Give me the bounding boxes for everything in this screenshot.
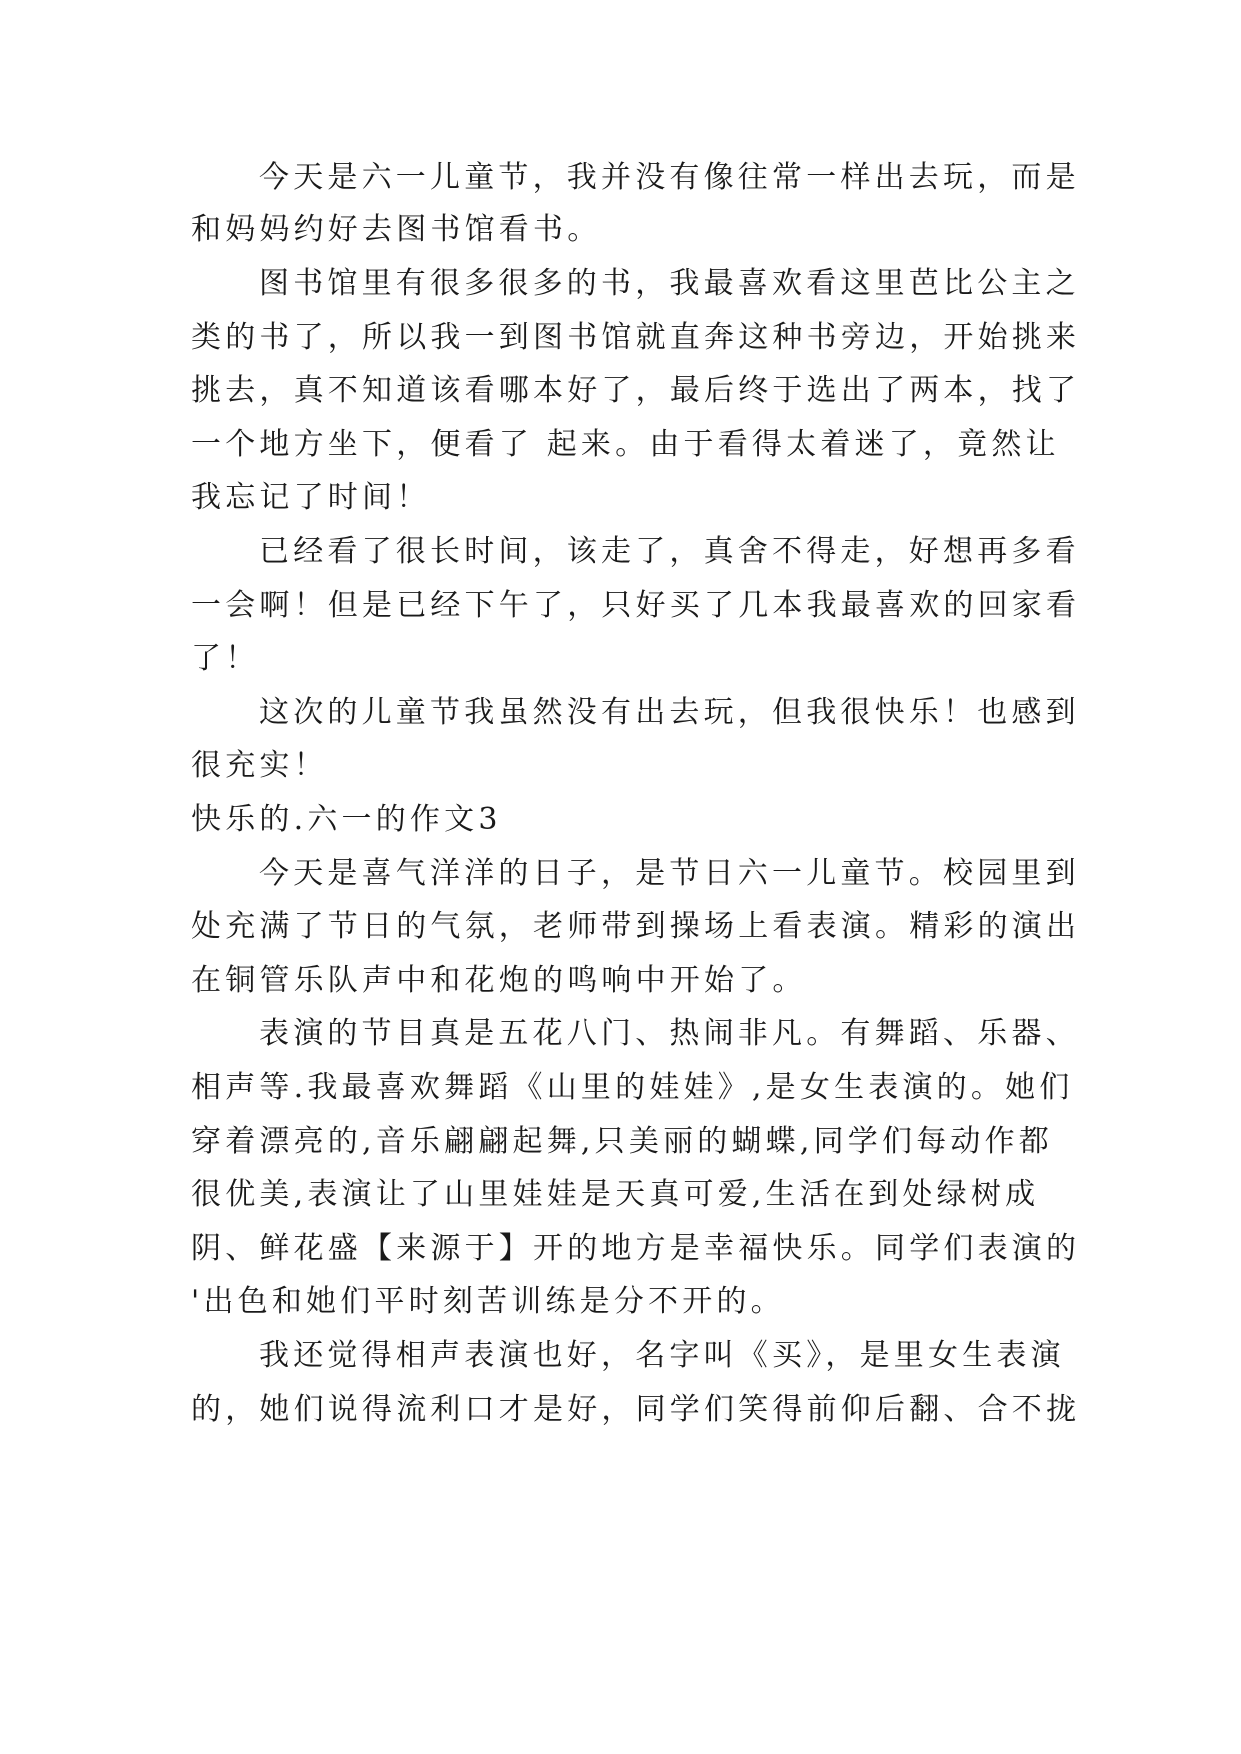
paragraph-line: 和妈妈约好去图书馆看书。	[191, 212, 602, 247]
paragraph-line: 已经看了很长时间，该走了，真舍不得走，好想再多看	[259, 534, 1080, 569]
paragraph-line: 在铜管乐队声中和花炮的鸣响中开始了。	[191, 963, 807, 998]
paragraph-line: 一会啊！但是已经下午了，只好买了几本我最喜欢的回家看	[191, 588, 1081, 623]
paragraph-line: 表演的节目真是五花八门、热闹非凡。有舞蹈、乐器、	[259, 1016, 1080, 1051]
paragraph-line: 了！	[191, 641, 260, 676]
paragraph-line: 很优美,表演让了山里娃娃是天真可爱,生活在到处绿树成	[191, 1177, 1040, 1212]
paragraph-line: 类的书了，所以我一到图书馆就直奔这种书旁边，开始挑来	[191, 320, 1081, 355]
paragraph-line: '出色和她们平时刻苦训练是分不开的。	[191, 1284, 785, 1319]
paragraph-line: 阴、鲜花盛【来源于】开的地方是幸福快乐。同学们表演的	[191, 1231, 1081, 1266]
paragraph-line: 挑去，真不知道该看哪本好了，最后终于选出了两本，找了	[191, 373, 1081, 408]
paragraph-line: 的，她们说得流利口才是好，同学们笑得前仰后翻、合不拢	[191, 1392, 1081, 1427]
paragraph-line: 这次的儿童节我虽然没有出去玩，但我很快乐！也感到	[259, 695, 1080, 730]
paragraph-line: 今天是六一儿童节，我并没有像往常一样出去玩，而是	[259, 160, 1080, 195]
paragraph-line: 我还觉得相声表演也好，名字叫《买》，是里女生表演	[259, 1338, 1065, 1373]
paragraph-line: 我忘记了时间！	[191, 480, 431, 515]
paragraph-line: 图书馆里有很多很多的书，我最喜欢看这里芭比公主之	[259, 266, 1080, 301]
paragraph-line: 穿着漂亮的,音乐翩翩起舞,只美丽的蝴蝶,同学们每动作都	[191, 1124, 1054, 1159]
paragraph-line: 相声等.我最喜欢舞蹈《山里的娃娃》,是女生表演的。她们	[191, 1070, 1074, 1105]
paragraph-line: 很充实！	[191, 748, 328, 783]
paragraph-line: 今天是喜气洋洋的日子，是节日六一儿童节。校园里到	[259, 856, 1080, 891]
section-heading: 快乐的.六一的作文3	[191, 802, 502, 837]
paragraph-line: 处充满了节日的气氛，老师带到操场上看表演。精彩的演出	[191, 909, 1081, 944]
paragraph-line: 一个地方坐下，便看了 起来。由于看得太着迷了，竟然让	[191, 427, 1060, 462]
